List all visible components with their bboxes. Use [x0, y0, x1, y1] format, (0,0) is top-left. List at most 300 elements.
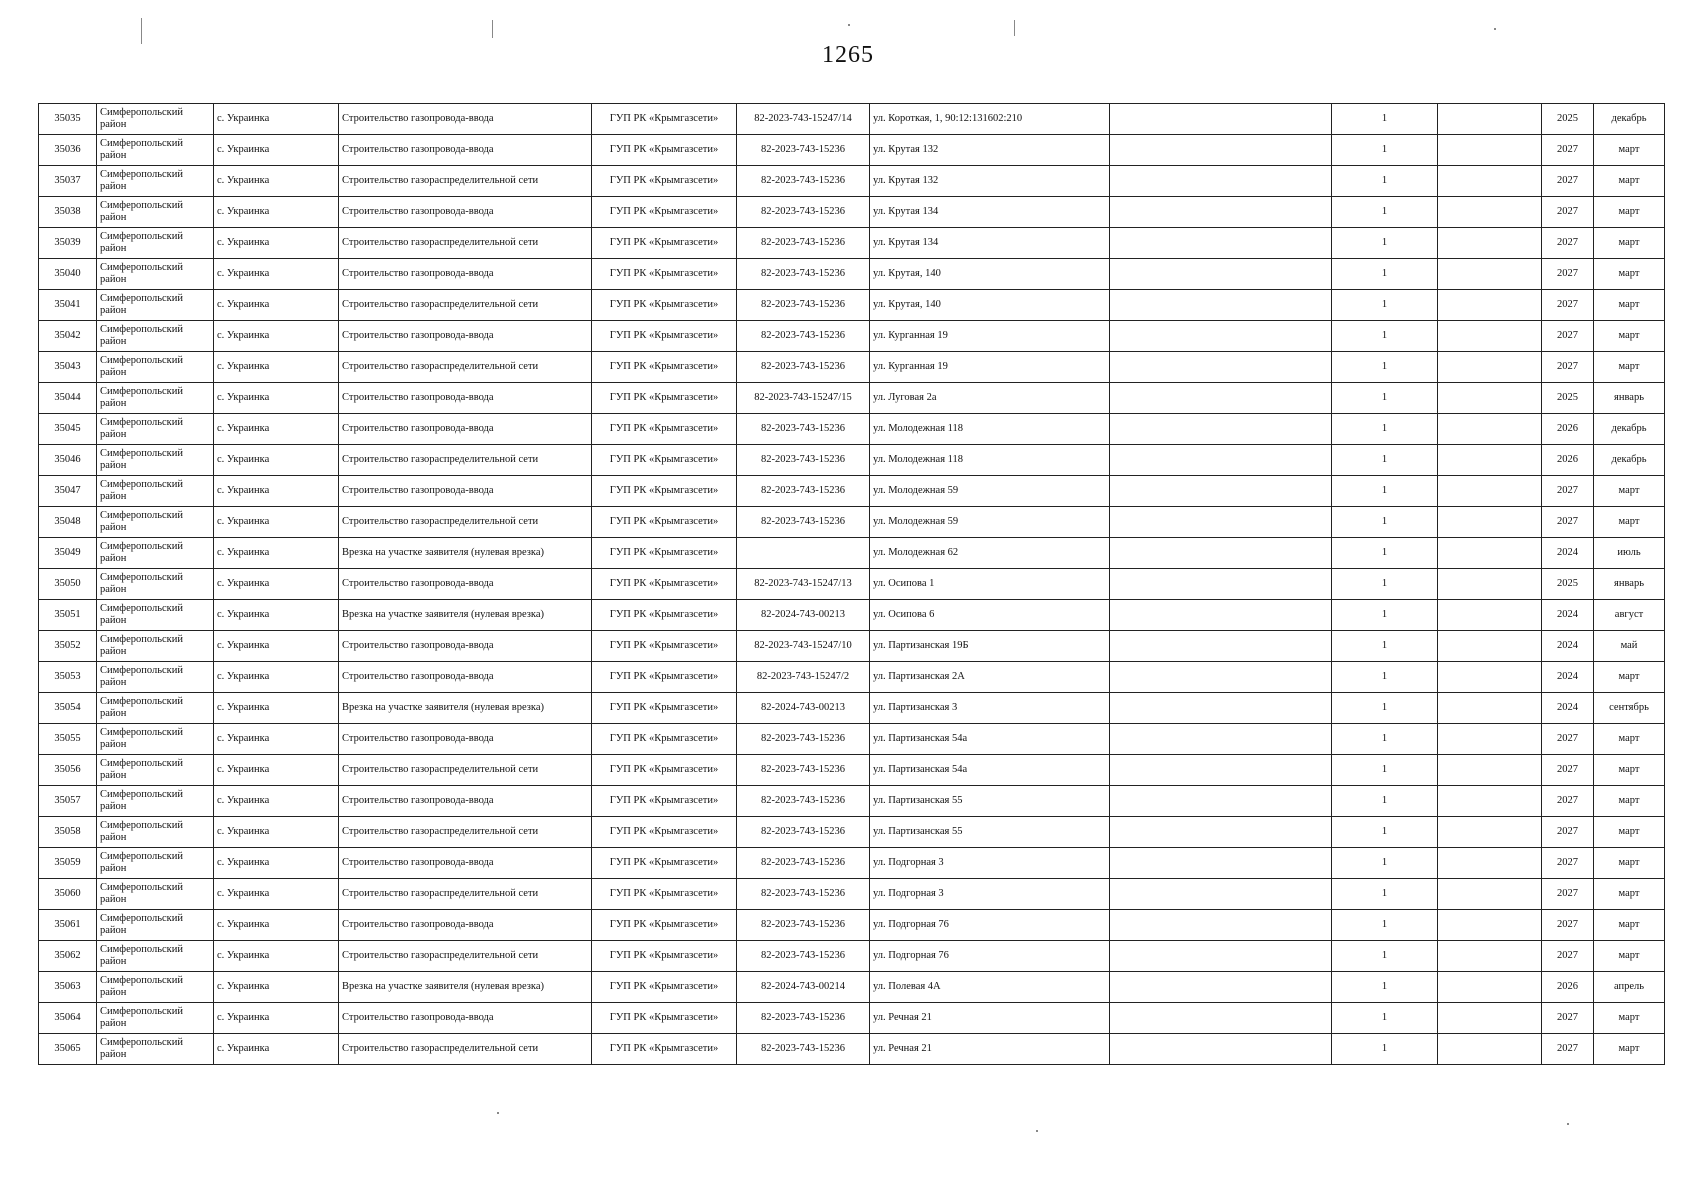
empty-cell [1110, 1034, 1332, 1065]
quantity-cell: 1 [1332, 569, 1438, 600]
code-cell: 82-2023-743-15236 [737, 724, 870, 755]
table-row [39, 755, 1665, 786]
code-cell: 82-2023-743-15236 [737, 135, 870, 166]
empty-cell [1438, 383, 1542, 414]
locality-cell: с. Украинка [214, 104, 339, 135]
empty-cell [1110, 786, 1332, 817]
month-cell: март [1594, 228, 1665, 259]
quantity-cell: 1 [1332, 166, 1438, 197]
district-cell: Симферопольский район [97, 290, 214, 321]
empty-cell [1110, 662, 1332, 693]
code-cell: 82-2023-743-15236 [737, 259, 870, 290]
organization-cell: ГУП РК «Крымгазсети» [592, 445, 737, 476]
table-row [39, 383, 1665, 414]
year-cell: 2027 [1542, 755, 1594, 786]
quantity-cell: 1 [1332, 290, 1438, 321]
row-number: 35047 [39, 476, 97, 507]
code-cell: 82-2023-743-15236 [737, 476, 870, 507]
organization-cell: ГУП РК «Крымгазсети» [592, 755, 737, 786]
quantity-cell: 1 [1332, 259, 1438, 290]
address-cell: ул. Партизанская 3 [870, 693, 1110, 724]
organization-cell: ГУП РК «Крымгазсети» [592, 197, 737, 228]
row-number: 35059 [39, 848, 97, 879]
row-number: 35051 [39, 600, 97, 631]
locality-cell: с. Украинка [214, 848, 339, 879]
work-type-cell: Строительство газопровода-ввода [339, 383, 592, 414]
district-cell: Симферопольский район [97, 693, 214, 724]
year-cell: 2025 [1542, 383, 1594, 414]
code-cell: 82-2023-743-15236 [737, 445, 870, 476]
year-cell: 2027 [1542, 135, 1594, 166]
district-cell: Симферопольский район [97, 662, 214, 693]
work-type-cell: Строительство газопровода-ввода [339, 910, 592, 941]
month-cell: март [1594, 476, 1665, 507]
district-cell: Симферопольский район [97, 600, 214, 631]
month-cell: март [1594, 1034, 1665, 1065]
table-row [39, 321, 1665, 352]
address-cell: ул. Полевая 4А [870, 972, 1110, 1003]
code-cell: 82-2023-743-15247/2 [737, 662, 870, 693]
table-row [39, 197, 1665, 228]
table-body [39, 104, 1665, 1065]
row-number: 35062 [39, 941, 97, 972]
empty-cell [1110, 1003, 1332, 1034]
month-cell: январь [1594, 383, 1665, 414]
address-cell: ул. Партизанская 2А [870, 662, 1110, 693]
table-row [39, 290, 1665, 321]
table-row [39, 848, 1665, 879]
organization-cell: ГУП РК «Крымгазсети» [592, 724, 737, 755]
organization-cell: ГУП РК «Крымгазсети» [592, 1003, 737, 1034]
month-cell: март [1594, 817, 1665, 848]
locality-cell: с. Украинка [214, 228, 339, 259]
locality-cell: с. Украинка [214, 445, 339, 476]
code-cell: 82-2023-743-15247/10 [737, 631, 870, 662]
month-cell: май [1594, 631, 1665, 662]
empty-cell [1110, 817, 1332, 848]
address-cell: ул. Осипова 1 [870, 569, 1110, 600]
district-cell: Симферопольский район [97, 538, 214, 569]
work-type-cell: Врезка на участке заявителя (нулевая врезка) [339, 600, 592, 631]
locality-cell: с. Украинка [214, 166, 339, 197]
month-cell: март [1594, 1003, 1665, 1034]
district-cell: Симферопольский район [97, 972, 214, 1003]
year-cell: 2027 [1542, 352, 1594, 383]
row-number: 35044 [39, 383, 97, 414]
table-row [39, 104, 1665, 135]
work-type-cell: Строительство газораспределительной сети [339, 941, 592, 972]
month-cell: март [1594, 879, 1665, 910]
quantity-cell: 1 [1332, 228, 1438, 259]
district-cell: Симферопольский район [97, 631, 214, 662]
organization-cell: ГУП РК «Крымгазсети» [592, 879, 737, 910]
empty-cell [1110, 445, 1332, 476]
empty-cell [1110, 569, 1332, 600]
code-cell: 82-2023-743-15236 [737, 197, 870, 228]
empty-cell [1438, 786, 1542, 817]
year-cell: 2027 [1542, 786, 1594, 817]
code-cell: 82-2023-743-15236 [737, 786, 870, 817]
year-cell: 2027 [1542, 290, 1594, 321]
address-cell: ул. Осипова 6 [870, 600, 1110, 631]
locality-cell: с. Украинка [214, 1034, 339, 1065]
code-cell [737, 538, 870, 569]
address-cell: ул. Крутая 132 [870, 166, 1110, 197]
organization-cell: ГУП РК «Крымгазсети» [592, 786, 737, 817]
organization-cell: ГУП РК «Крымгазсети» [592, 166, 737, 197]
district-cell: Симферопольский район [97, 910, 214, 941]
data-table [38, 103, 1665, 1065]
row-number: 35060 [39, 879, 97, 910]
code-cell: 82-2023-743-15236 [737, 755, 870, 786]
table-row [39, 662, 1665, 693]
work-type-cell: Строительство газораспределительной сети [339, 445, 592, 476]
code-cell: 82-2023-743-15236 [737, 848, 870, 879]
empty-cell [1110, 693, 1332, 724]
work-type-cell: Строительство газопровода-ввода [339, 724, 592, 755]
district-cell: Симферопольский район [97, 724, 214, 755]
district-cell: Симферопольский район [97, 104, 214, 135]
empty-cell [1438, 662, 1542, 693]
year-cell: 2025 [1542, 104, 1594, 135]
code-cell: 82-2023-743-15236 [737, 910, 870, 941]
district-cell: Симферопольский район [97, 197, 214, 228]
district-cell: Симферопольский район [97, 476, 214, 507]
table-row [39, 879, 1665, 910]
locality-cell: с. Украинка [214, 724, 339, 755]
district-cell: Симферопольский район [97, 383, 214, 414]
table-row [39, 352, 1665, 383]
table-row [39, 135, 1665, 166]
locality-cell: с. Украинка [214, 321, 339, 352]
locality-cell: с. Украинка [214, 352, 339, 383]
address-cell: ул. Подгорная 3 [870, 848, 1110, 879]
locality-cell: с. Украинка [214, 817, 339, 848]
address-cell: ул. Партизанская 55 [870, 817, 1110, 848]
work-type-cell: Строительство газопровода-ввода [339, 786, 592, 817]
work-type-cell: Строительство газопровода-ввода [339, 259, 592, 290]
empty-cell [1438, 817, 1542, 848]
address-cell: ул. Молодежная 118 [870, 445, 1110, 476]
month-cell: декабрь [1594, 414, 1665, 445]
empty-cell [1110, 228, 1332, 259]
quantity-cell: 1 [1332, 786, 1438, 817]
code-cell: 82-2024-743-00213 [737, 693, 870, 724]
month-cell: март [1594, 321, 1665, 352]
empty-cell [1438, 600, 1542, 631]
district-cell: Симферопольский район [97, 755, 214, 786]
locality-cell: с. Украинка [214, 662, 339, 693]
empty-cell [1438, 104, 1542, 135]
quantity-cell: 1 [1332, 321, 1438, 352]
locality-cell: с. Украинка [214, 538, 339, 569]
locality-cell: с. Украинка [214, 259, 339, 290]
year-cell: 2025 [1542, 569, 1594, 600]
row-number: 35046 [39, 445, 97, 476]
locality-cell: с. Украинка [214, 631, 339, 662]
empty-cell [1110, 383, 1332, 414]
address-cell: ул. Подгорная 3 [870, 879, 1110, 910]
row-number: 35045 [39, 414, 97, 445]
code-cell: 82-2023-743-15247/15 [737, 383, 870, 414]
empty-cell [1438, 724, 1542, 755]
address-cell: ул. Молодежная 62 [870, 538, 1110, 569]
address-cell: ул. Молодежная 118 [870, 414, 1110, 445]
locality-cell: с. Украинка [214, 197, 339, 228]
address-cell: ул. Крутая, 140 [870, 290, 1110, 321]
row-number: 35063 [39, 972, 97, 1003]
month-cell: март [1594, 941, 1665, 972]
work-type-cell: Строительство газопровода-ввода [339, 197, 592, 228]
empty-cell [1438, 1034, 1542, 1065]
year-cell: 2024 [1542, 662, 1594, 693]
row-number: 35054 [39, 693, 97, 724]
empty-cell [1438, 941, 1542, 972]
empty-cell [1438, 166, 1542, 197]
locality-cell: с. Украинка [214, 600, 339, 631]
month-cell: март [1594, 848, 1665, 879]
work-type-cell: Строительство газопровода-ввода [339, 476, 592, 507]
quantity-cell: 1 [1332, 104, 1438, 135]
empty-cell [1438, 228, 1542, 259]
table-row [39, 817, 1665, 848]
table-row [39, 941, 1665, 972]
quantity-cell: 1 [1332, 383, 1438, 414]
month-cell: март [1594, 724, 1665, 755]
district-cell: Симферопольский район [97, 166, 214, 197]
page-number: 1265 [822, 42, 874, 68]
district-cell: Симферопольский район [97, 352, 214, 383]
locality-cell: с. Украинка [214, 972, 339, 1003]
empty-cell [1110, 600, 1332, 631]
district-cell: Симферопольский район [97, 879, 214, 910]
organization-cell: ГУП РК «Крымгазсети» [592, 290, 737, 321]
organization-cell: ГУП РК «Крымгазсети» [592, 383, 737, 414]
quantity-cell: 1 [1332, 755, 1438, 786]
address-cell: ул. Луговая 2а [870, 383, 1110, 414]
district-cell: Симферопольский район [97, 445, 214, 476]
row-number: 35056 [39, 755, 97, 786]
quantity-cell: 1 [1332, 848, 1438, 879]
work-type-cell: Строительство газопровода-ввода [339, 631, 592, 662]
organization-cell: ГУП РК «Крымгазсети» [592, 228, 737, 259]
month-cell: август [1594, 600, 1665, 631]
district-cell: Симферопольский район [97, 507, 214, 538]
empty-cell [1438, 569, 1542, 600]
month-cell: март [1594, 197, 1665, 228]
organization-cell: ГУП РК «Крымгазсети» [592, 352, 737, 383]
empty-cell [1438, 1003, 1542, 1034]
work-type-cell: Строительство газораспределительной сети [339, 879, 592, 910]
district-cell: Симферопольский район [97, 228, 214, 259]
month-cell: март [1594, 166, 1665, 197]
address-cell: ул. Речная 21 [870, 1003, 1110, 1034]
row-number: 35053 [39, 662, 97, 693]
work-type-cell: Врезка на участке заявителя (нулевая врезка) [339, 693, 592, 724]
organization-cell: ГУП РК «Крымгазсети» [592, 693, 737, 724]
address-cell: ул. Речная 21 [870, 1034, 1110, 1065]
locality-cell: с. Украинка [214, 135, 339, 166]
work-type-cell: Врезка на участке заявителя (нулевая врезка) [339, 538, 592, 569]
empty-cell [1110, 941, 1332, 972]
quantity-cell: 1 [1332, 1003, 1438, 1034]
year-cell: 2027 [1542, 259, 1594, 290]
code-cell: 82-2023-743-15236 [737, 817, 870, 848]
table-row [39, 414, 1665, 445]
quantity-cell: 1 [1332, 538, 1438, 569]
empty-cell [1110, 352, 1332, 383]
row-number: 35061 [39, 910, 97, 941]
table-row [39, 1034, 1665, 1065]
table-row [39, 910, 1665, 941]
quantity-cell: 1 [1332, 879, 1438, 910]
organization-cell: ГУП РК «Крымгазсети» [592, 662, 737, 693]
work-type-cell: Строительство газопровода-ввода [339, 135, 592, 166]
code-cell: 82-2023-743-15236 [737, 941, 870, 972]
month-cell: март [1594, 259, 1665, 290]
year-cell: 2027 [1542, 197, 1594, 228]
code-cell: 82-2023-743-15247/14 [737, 104, 870, 135]
address-cell: ул. Партизанская 19Б [870, 631, 1110, 662]
empty-cell [1110, 197, 1332, 228]
organization-cell: ГУП РК «Крымгазсети» [592, 941, 737, 972]
year-cell: 2026 [1542, 414, 1594, 445]
row-number: 35035 [39, 104, 97, 135]
row-number: 35049 [39, 538, 97, 569]
year-cell: 2027 [1542, 848, 1594, 879]
month-cell: январь [1594, 569, 1665, 600]
quantity-cell: 1 [1332, 972, 1438, 1003]
code-cell: 82-2023-743-15236 [737, 1003, 870, 1034]
locality-cell: с. Украинка [214, 507, 339, 538]
work-type-cell: Строительство газопровода-ввода [339, 1003, 592, 1034]
locality-cell: с. Украинка [214, 1003, 339, 1034]
month-cell: апрель [1594, 972, 1665, 1003]
table-row [39, 600, 1665, 631]
empty-cell [1438, 445, 1542, 476]
year-cell: 2024 [1542, 600, 1594, 631]
table-row [39, 538, 1665, 569]
locality-cell: с. Украинка [214, 414, 339, 445]
organization-cell: ГУП РК «Крымгазсети» [592, 507, 737, 538]
row-number: 35040 [39, 259, 97, 290]
quantity-cell: 1 [1332, 476, 1438, 507]
row-number: 35048 [39, 507, 97, 538]
empty-cell [1438, 538, 1542, 569]
address-cell: ул. Крутая 134 [870, 228, 1110, 259]
code-cell: 82-2024-743-00214 [737, 972, 870, 1003]
quantity-cell: 1 [1332, 662, 1438, 693]
empty-cell [1438, 879, 1542, 910]
empty-cell [1438, 755, 1542, 786]
organization-cell: ГУП РК «Крымгазсети» [592, 600, 737, 631]
work-type-cell: Строительство газораспределительной сети [339, 228, 592, 259]
district-cell: Симферопольский район [97, 414, 214, 445]
quantity-cell: 1 [1332, 817, 1438, 848]
table-row [39, 724, 1665, 755]
address-cell: ул. Курганная 19 [870, 352, 1110, 383]
empty-cell [1110, 166, 1332, 197]
work-type-cell: Строительство газораспределительной сети [339, 755, 592, 786]
locality-cell: с. Украинка [214, 476, 339, 507]
code-cell: 82-2023-743-15236 [737, 507, 870, 538]
address-cell: ул. Короткая, 1, 90:12:131602:210 [870, 104, 1110, 135]
organization-cell: ГУП РК «Крымгазсети» [592, 135, 737, 166]
empty-cell [1438, 259, 1542, 290]
empty-cell [1438, 290, 1542, 321]
month-cell: март [1594, 135, 1665, 166]
row-number: 35037 [39, 166, 97, 197]
quantity-cell: 1 [1332, 693, 1438, 724]
address-cell: ул. Партизанская 55 [870, 786, 1110, 817]
month-cell: июль [1594, 538, 1665, 569]
table-row [39, 1003, 1665, 1034]
month-cell: декабрь [1594, 445, 1665, 476]
locality-cell: с. Украинка [214, 569, 339, 600]
year-cell: 2027 [1542, 1034, 1594, 1065]
row-number: 35039 [39, 228, 97, 259]
row-number: 35057 [39, 786, 97, 817]
year-cell: 2027 [1542, 910, 1594, 941]
district-cell: Симферопольский район [97, 1034, 214, 1065]
month-cell: март [1594, 755, 1665, 786]
month-cell: март [1594, 290, 1665, 321]
empty-cell [1110, 507, 1332, 538]
code-cell: 82-2023-743-15236 [737, 352, 870, 383]
month-cell: март [1594, 352, 1665, 383]
organization-cell: ГУП РК «Крымгазсети» [592, 848, 737, 879]
table-row [39, 631, 1665, 662]
row-number: 35041 [39, 290, 97, 321]
organization-cell: ГУП РК «Крымгазсети» [592, 817, 737, 848]
organization-cell: ГУП РК «Крымгазсети» [592, 414, 737, 445]
address-cell: ул. Молодежная 59 [870, 476, 1110, 507]
organization-cell: ГУП РК «Крымгазсети» [592, 259, 737, 290]
month-cell: март [1594, 507, 1665, 538]
address-cell: ул. Курганная 19 [870, 321, 1110, 352]
locality-cell: с. Украинка [214, 786, 339, 817]
work-type-cell: Строительство газораспределительной сети [339, 166, 592, 197]
empty-cell [1438, 910, 1542, 941]
empty-cell [1110, 972, 1332, 1003]
district-cell: Симферопольский район [97, 135, 214, 166]
district-cell: Симферопольский район [97, 848, 214, 879]
year-cell: 2027 [1542, 1003, 1594, 1034]
code-cell: 82-2023-743-15236 [737, 879, 870, 910]
organization-cell: ГУП РК «Крымгазсети» [592, 104, 737, 135]
year-cell: 2027 [1542, 879, 1594, 910]
row-number: 35042 [39, 321, 97, 352]
row-number: 35065 [39, 1034, 97, 1065]
month-cell: март [1594, 786, 1665, 817]
organization-cell: ГУП РК «Крымгазсети» [592, 1034, 737, 1065]
work-type-cell: Строительство газопровода-ввода [339, 104, 592, 135]
empty-cell [1110, 321, 1332, 352]
locality-cell: с. Украинка [214, 910, 339, 941]
organization-cell: ГУП РК «Крымгазсети» [592, 972, 737, 1003]
work-type-cell: Строительство газораспределительной сети [339, 1034, 592, 1065]
year-cell: 2027 [1542, 941, 1594, 972]
empty-cell [1438, 476, 1542, 507]
quantity-cell: 1 [1332, 352, 1438, 383]
row-number: 35055 [39, 724, 97, 755]
empty-cell [1110, 724, 1332, 755]
address-cell: ул. Молодежная 59 [870, 507, 1110, 538]
table-row [39, 166, 1665, 197]
empty-cell [1438, 197, 1542, 228]
organization-cell: ГУП РК «Крымгазсети» [592, 910, 737, 941]
table-row [39, 259, 1665, 290]
